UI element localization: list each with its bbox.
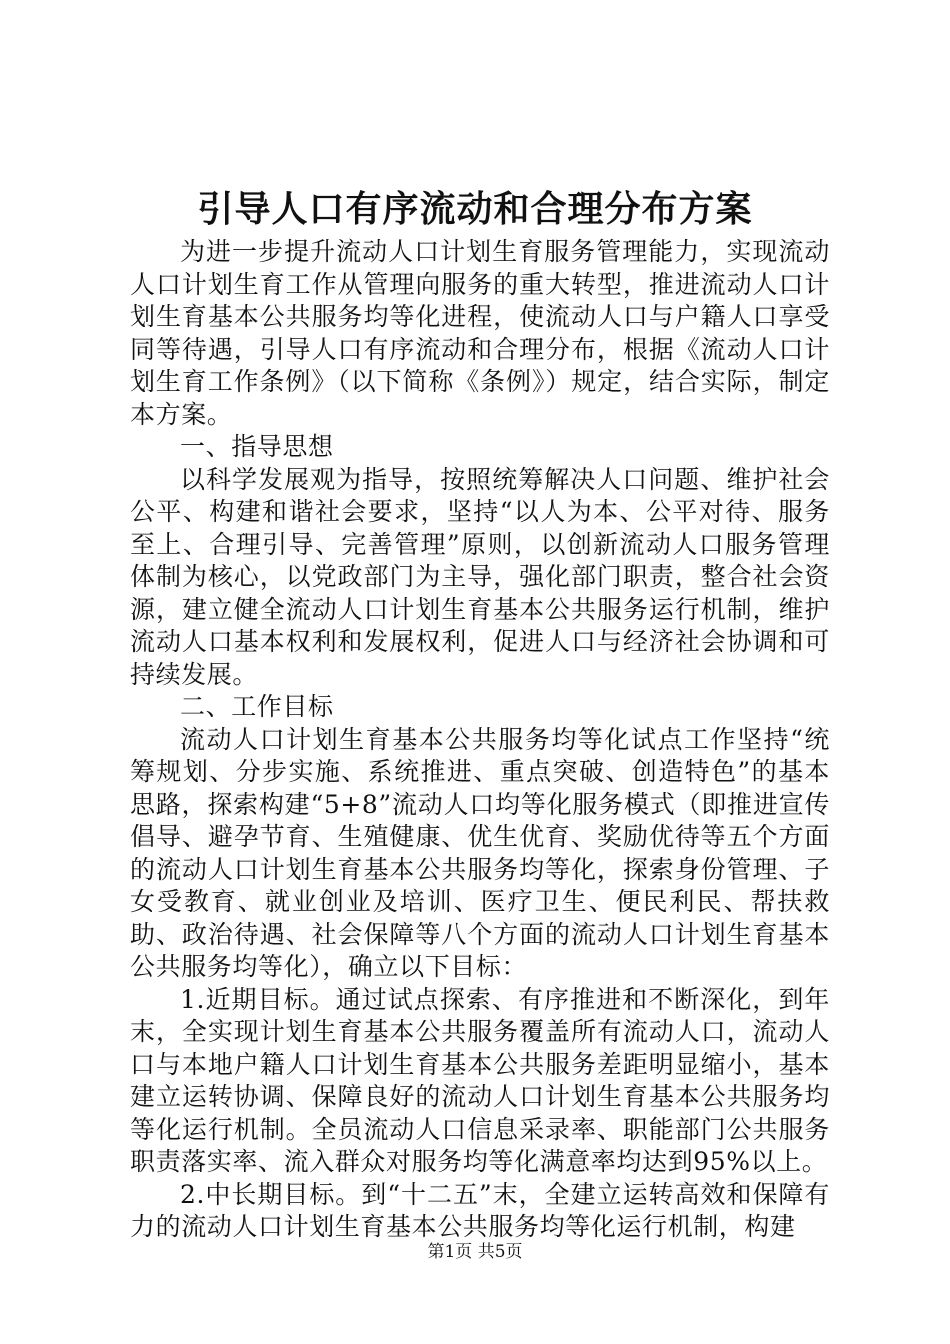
short-term-goal-paragraph: 1.近期目标。通过试点探索、有序推进和不断深化，到年末，全实现计划生育基本公共服务覆盖所有流动人口，流动人口与本地户籍人口计划生育基本公共服务差距明显缩小，基本建立运转协调、保障良好的流动人口计划生育基本公共服务均等化运行机制。全员流动人口信息采录率、职能部门公共服务职责落实率、流入群众对服务均等化满意率均达到95%以上。	[130, 984, 830, 1176]
intro-paragraph: 为进一步提升流动人口计划生育服务管理能力，实现流动人口计划生育工作从管理向服务的重大转型，推进流动人口计划生育基本公共服务均等化进程，使流动人口与户籍人口享受同等待遇，引导人口有序流动和合理分布，根据《流动人口计划生育工作条例》（以下简称《条例》）规定，结合实际，制定本方案。	[130, 237, 830, 429]
document-body	[130, 236, 830, 1244]
work-goals-paragraph: 流动人口计划生育基本公共服务均等化试点工作坚持“统筹规划、分步实施、系统推进、重点突破、创造特色”的基本思路，探索构建“5+8”流动人口均等化服务模式（即推进宣传倡导、避孕节育、生殖健康、优生优育、奖励优待等五个方面的流动人口计划生育基本公共服务均等化，探索身份管理、子女受教育、就业创业及培训、医疗卫生、便民利民、帮扶救助、政治待遇、社会保障等八个方面的流动人口计划生育基本公共服务均等化），确立以下目标：	[130, 724, 830, 981]
page-footer: 第1页 共5页	[427, 1242, 523, 1262]
section-heading-work-goals: 二、工作目标	[180, 692, 334, 721]
document-title: 引导人口有序流动和合理分布方案	[197, 188, 753, 230]
long-term-goal-paragraph: 2.中长期目标。到“十二五”末，全建立运转高效和保障有力的流动人口计划生育基本公共服务均等化运行机制，构建	[130, 1179, 830, 1241]
section-heading-guiding-ideology: 一、指导思想	[180, 432, 334, 461]
guiding-ideology-paragraph: 以科学发展观为指导，按照统筹解决人口问题、维护社会公平、构建和谐社会要求，坚持“以人为本、公平对待、服务至上、合理引导、完善管理”原则，以创新流动人口服务管理体制为核心，以党政部门为主导，强化部门职责，整合社会资源，建立健全流动人口计划生育基本公共服务运行机制，维护流动人口基本权利和发展权利，促进人口与经济社会协调和可持续发展。	[130, 464, 830, 689]
